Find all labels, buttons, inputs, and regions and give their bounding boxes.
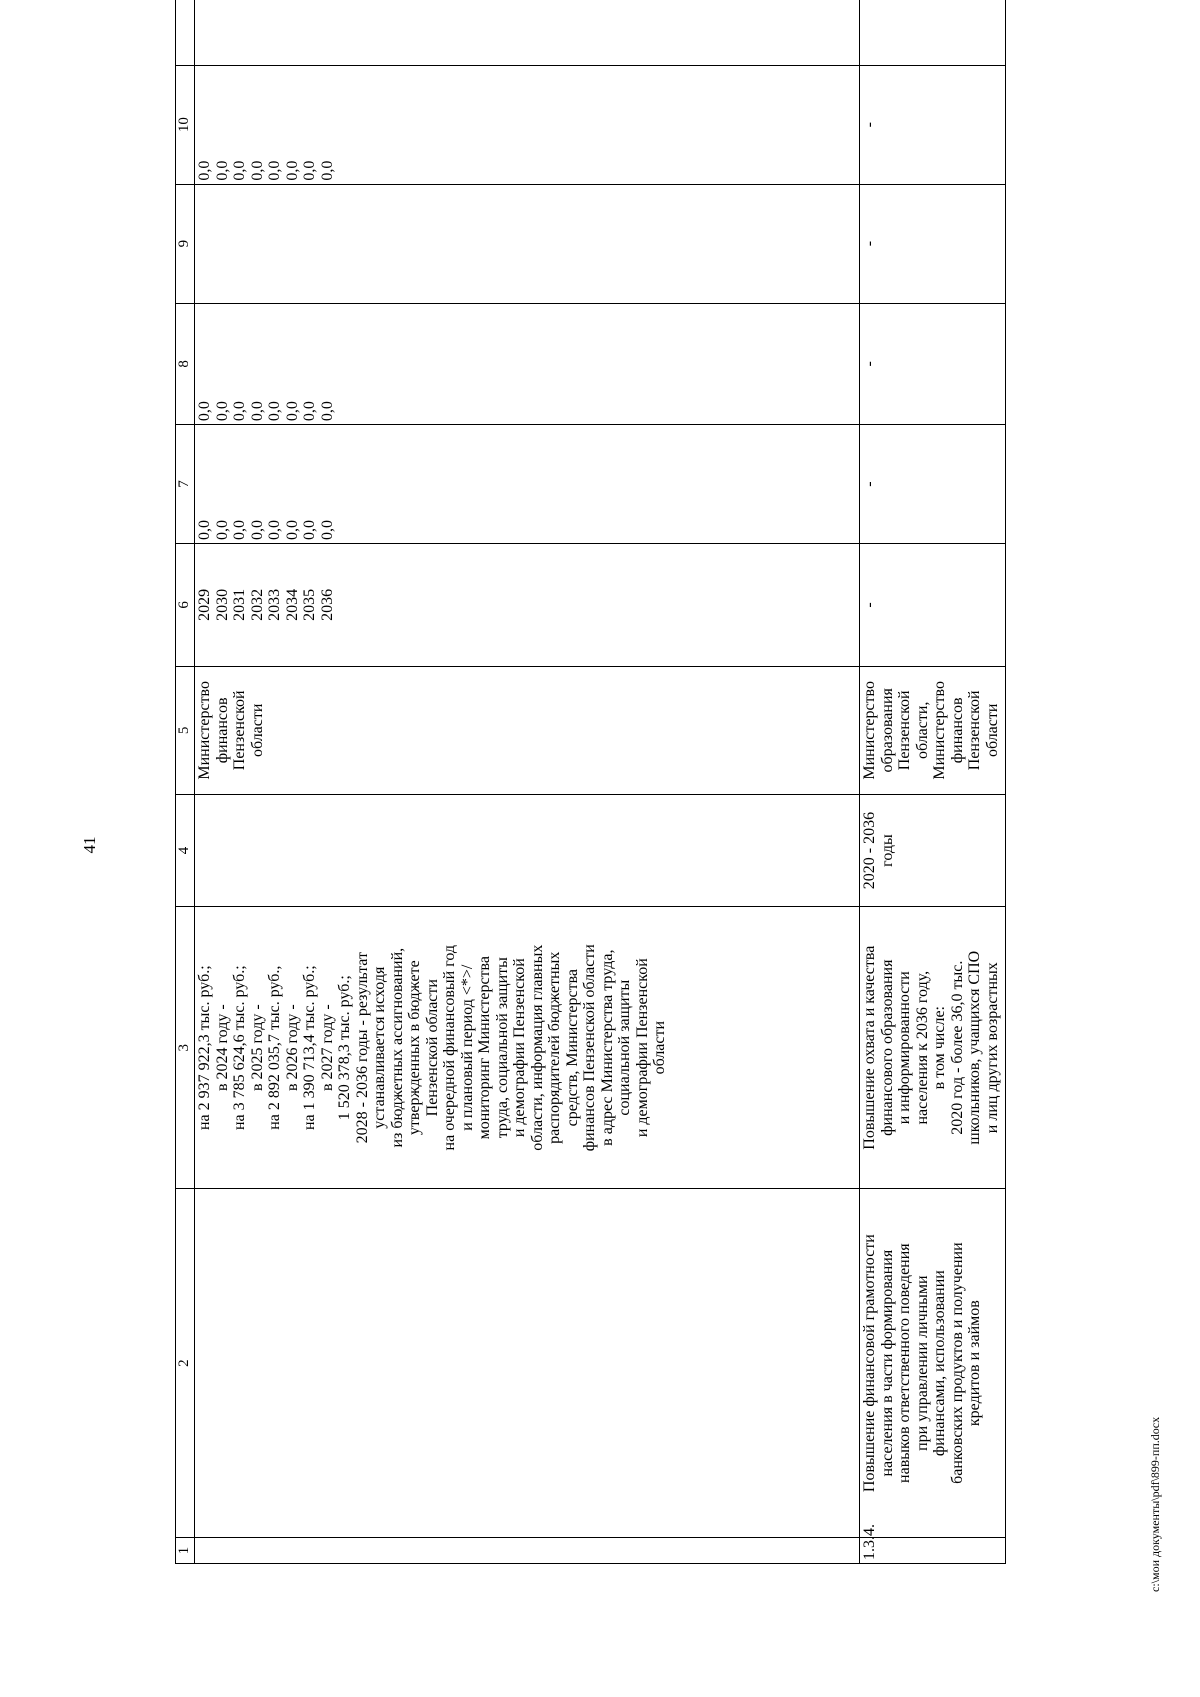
col-header-1: 1	[176, 1538, 195, 1564]
cell-line: образования	[878, 688, 896, 773]
cell-line: в 2024 году -	[213, 1004, 231, 1092]
cell-line: кредитов и займов	[966, 1300, 983, 1427]
column-number-row	[176, 0, 195, 1564]
cell-line: в 2026 году -	[283, 1004, 301, 1092]
cell-line: Пензенской	[966, 690, 983, 771]
cell-line: 0,0	[301, 520, 318, 540]
cell-line: и лиц других возрастных	[983, 962, 1001, 1134]
cell-line: 0,0	[213, 520, 231, 540]
cell-line: 0,0	[266, 520, 283, 540]
program-table	[175, 0, 1006, 1564]
cell-name	[860, 1189, 1006, 1538]
col-header-11	[176, 0, 195, 65]
cell-line: 0,0	[196, 401, 213, 422]
cell-line: распорядителей бюджетных	[546, 951, 563, 1144]
col-header-5: 5	[176, 666, 195, 794]
col-header-7: 7	[176, 425, 195, 544]
cell-line: утвержденных в бюджете	[406, 960, 423, 1136]
cell-line: 0,0	[283, 520, 301, 540]
cell-line: 2033	[266, 588, 283, 621]
cell-line: труда, социальной защиты	[493, 957, 511, 1139]
col-header-3: 3	[176, 907, 195, 1189]
cell-amount-9	[195, 184, 860, 303]
cell-line: в адрес Министерства труда,	[598, 949, 616, 1146]
cell-number	[195, 1538, 860, 1564]
cell-period	[860, 794, 1006, 906]
cell-line: в том числе:	[931, 1005, 948, 1090]
cell-line: 2032	[248, 588, 266, 621]
footer-file-path: c:\мои документы\pdf\899-пп.docx	[1148, 1416, 1162, 1592]
cell-line: 1 520 378,3 тыс. руб.;	[336, 975, 353, 1121]
cell-amount-11	[195, 0, 860, 65]
cell-line: 0,0	[248, 520, 266, 540]
cell-line: 0,0	[301, 401, 318, 422]
cell-line: 0,0	[231, 160, 248, 181]
page-number: 41	[80, 836, 99, 854]
cell-line: 2030	[213, 588, 231, 621]
cell-line: 0,0	[248, 160, 266, 181]
cell-line: и плановый период <*>/	[458, 964, 476, 1131]
cell-line: 2035	[301, 588, 318, 621]
cell-line: в 2025 году -	[248, 1004, 266, 1092]
cell-line: на 2 937 922,3 тыс. руб.;	[196, 965, 213, 1131]
cell-line: Пензенской области	[423, 979, 441, 1117]
cell-line: 0,0	[196, 520, 213, 540]
cell-line: при управлении личными	[913, 1275, 931, 1451]
cell-line: 0,0	[318, 520, 336, 540]
cell-executor	[195, 666, 860, 794]
cell-line: 0,0	[213, 160, 231, 181]
cell-line: финансов	[948, 697, 966, 764]
cell-amount-7: -	[860, 425, 1006, 544]
cell-line: Повышение финансовой грамотности	[861, 1234, 878, 1493]
cell-line: из бюджетных ассигнований,	[388, 947, 406, 1148]
cell-line: 0,0	[266, 401, 283, 422]
cell-line: в 2027 году -	[318, 1004, 336, 1092]
cell-line: школьников, учащихся СПО	[966, 950, 983, 1145]
cell-result	[195, 907, 860, 1189]
cell-line: на 3 785 624,6 тыс. руб.;	[231, 965, 248, 1131]
cell-line: 0,0	[301, 160, 318, 181]
cell-line: 0,0	[196, 160, 213, 181]
cell-line: и демографии Пензенской	[633, 958, 651, 1138]
table-row-continued	[195, 0, 860, 1564]
cell-line: и демографии Пензенской	[511, 958, 528, 1138]
cell-amount-7	[195, 425, 860, 544]
cell-line: финансов	[213, 697, 231, 764]
cell-line: Повышение охвата и качества	[861, 945, 878, 1150]
cell-line: годы	[878, 834, 896, 867]
cell-line: области,	[913, 701, 931, 760]
cell-line: Министерство	[931, 680, 948, 780]
cell-line: финансов Пензенской области	[581, 944, 598, 1152]
cell-line: 0,0	[213, 401, 231, 422]
cell-number: 1.3.4.	[860, 1538, 1006, 1564]
cell-period	[195, 794, 860, 906]
cell-line: навыков ответственного поведения	[896, 1243, 913, 1483]
cell-amount-8: -	[860, 303, 1006, 425]
cell-line: области, информация главных	[528, 944, 546, 1151]
cell-line: Пензенской	[231, 690, 248, 771]
cell-line: 0,0	[231, 401, 248, 422]
cell-line: 2031	[231, 588, 248, 621]
cell-line: Министерство	[196, 680, 213, 780]
cell-result	[860, 907, 1006, 1189]
cell-line: 0,0	[266, 160, 283, 181]
cell-line: финансового образования	[878, 959, 896, 1136]
cell-line: Министерство	[861, 680, 878, 780]
cell-line: средств, Министерства	[563, 968, 581, 1127]
cell-line: и информированности	[896, 971, 913, 1125]
cell-years: -	[860, 544, 1006, 667]
cell-amount-10: -	[860, 65, 1006, 184]
cell-line: области	[983, 703, 1001, 758]
cell-line: 0,0	[231, 520, 248, 540]
col-header-9: 9	[176, 184, 195, 303]
cell-years	[195, 544, 860, 667]
cell-line: мониторинг Министерства	[476, 956, 493, 1140]
cell-line: финансами, использовании	[931, 1270, 948, 1457]
cell-line: Пензенской	[896, 690, 913, 771]
cell-line: 2029	[196, 588, 213, 621]
cell-line: устанавливается исходя	[371, 966, 388, 1129]
cell-line: 0,0	[318, 160, 336, 181]
cell-line: населения в части формирования	[878, 1249, 896, 1477]
cell-line: на очередной финансовый год	[441, 944, 458, 1151]
cell-executor	[860, 666, 1006, 794]
cell-line: 2036	[318, 588, 336, 621]
cell-amount-8	[195, 303, 860, 425]
col-header-2: 2	[176, 1189, 195, 1538]
cell-line: социальной защиты	[616, 979, 633, 1116]
cell-line: 2020 год - более 36,0 тыс.	[948, 960, 966, 1135]
cell-line: 2034	[283, 588, 301, 621]
cell-line: 2028 - 2036 годы - результат	[353, 952, 371, 1144]
cell-line: области	[248, 703, 266, 758]
cell-line: банковских продуктов и получении	[948, 1242, 966, 1484]
col-header-4: 4	[176, 794, 195, 906]
cell-line: 0,0	[283, 160, 301, 181]
cell-line: на 2 892 035,7 тыс. руб.,	[266, 965, 283, 1130]
cell-amount-9: -	[860, 184, 1006, 303]
cell-line: 2020 - 2036	[861, 811, 878, 890]
cell-line: на 1 390 713,4 тыс. руб.;	[301, 965, 318, 1131]
col-header-10: 10	[176, 65, 195, 184]
col-header-8: 8	[176, 303, 195, 425]
cell-line: 0,0	[283, 401, 301, 422]
cell-amount-10	[195, 65, 860, 184]
cell-amount-11	[860, 0, 1006, 65]
cell-line: 0,0	[318, 401, 336, 422]
cell-line: 0,0	[248, 401, 266, 422]
cell-line: населения к 2036 году,	[913, 970, 931, 1125]
cell-name	[195, 1189, 860, 1538]
col-header-6: 6	[176, 544, 195, 667]
table-row-1-3-4	[860, 0, 1006, 1564]
cell-line: области	[651, 1020, 668, 1075]
